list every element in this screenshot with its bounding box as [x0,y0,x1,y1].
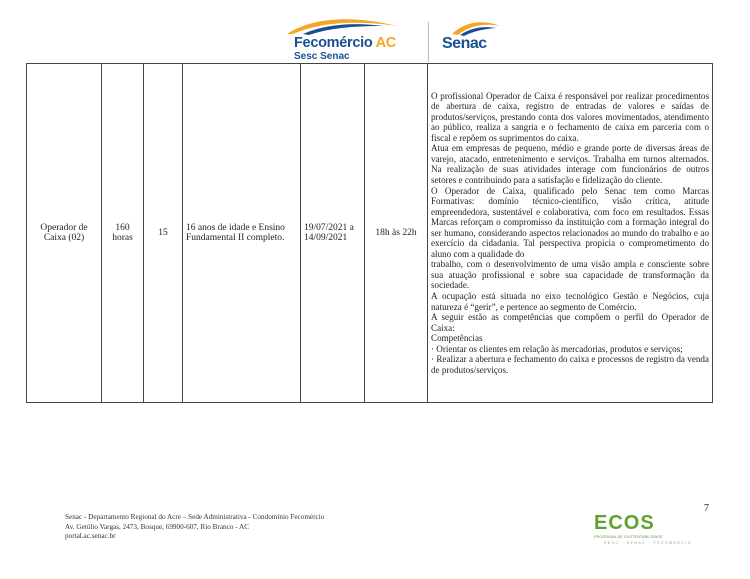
page-footer [65,513,324,542]
competency-item: · Orientar os clientes em relação às mercadorias, produtos e serviços; [431,343,683,354]
fecomercio-swoosh-icon [285,18,400,36]
description-paragraph: A seguir estão as competências que compõem o perfil do Operador de Caixa: [431,312,709,333]
senac-swoosh-icon [450,20,502,36]
course-description [428,64,713,403]
fecomercio-subtitle: Sesc Senac [294,51,350,62]
footer-address-line: Senac - Departamento Regional do Acre – Sede Administrativa - Condomínio Fecomércio [65,513,325,521]
course-table [26,63,713,403]
ecos-tagline: PROGRAMA DE SUSTENTABILIDADE [594,535,663,539]
ecos-logo [592,512,692,552]
table-row [27,64,713,403]
competency-item: · Realizar a abertura e fechamento do caixa e processos de registro da venda de produtos/serviços. [431,354,709,375]
page-header [0,18,750,64]
course-name: Operador de Caixa (02) [27,64,102,403]
description-paragraph: A ocupação está situada no eixo tecnológico Gestão e Negócios, cuja natureza é “gerir”, e pertence ao segmento de Comércio. [431,291,709,312]
fecomercio-logo [282,18,412,64]
course-schedule: 18h às 22h [365,64,428,403]
description-paragraph: O profissional Operador de Caixa é responsável por realizar procedimentos de abertura de caixa, registro de entradas de valores e saídas de produtos/serviços, prestando conta dos valores movimentados, atendimento ao público, realiza a sangria e o fechamento de caixa em parceria com o fiscal e repõem os suprimentos do caixa. [431,90,709,143]
ecos-subtitle: SESC · SENAC · FECOMÉRCIO [604,541,692,545]
description-paragraph: O Operador de Caixa, qualificado pelo Senac tem como Marcas Formativas: domínio técnico-científico, visão crítica, atitude empreendedora, sustentável e colaborativa, com foco em resultados. Essas Marcas reforçam o compromisso da instituição com a formação integral do ser humano, considerando aspectos relacionados ao mundo do trabalho e ao exercício da cidadania. Tal perspectiva propicia o comprometimento do aluno com a qualidade do [431,185,709,259]
course-hours: 160 horas [102,64,144,403]
page-number: 7 [704,503,709,514]
fecomercio-wordmark: Fecomércio AC [294,35,396,51]
footer-address-line: Av. Getúlio Vargas, 2473, Bosque, 69900-607, Rio Branco - AC [65,522,249,531]
footer-website: portal.ac.senac.br [65,532,116,540]
course-requirements: 16 anos de idade e Ensino Fundamental II completo. [183,64,301,403]
logo-divider [428,22,429,62]
description-paragraph: trabalho, com o desenvolvimento de uma visão ampla e consciente sobre sua atuação profissional e sobre sua capacidade de transformação da sociedade. [431,259,709,291]
senac-wordmark: Senac [442,35,487,52]
senac-logo [442,18,512,64]
ecos-wordmark: ECOS [594,512,655,534]
course-vagas: 15 [144,64,183,403]
course-period: 19/07/2021 a 14/09/2021 [301,64,365,403]
description-paragraph: Atua em empresas de pequeno, médio e grande porte de diversas áreas de varejo, atacado, entretenimento e serviços. Trabalha em turnos alternados. Na realização de suas atividades interage com funcionários de outros setores e contribuindo para a satisfação e fidelização do cliente. [431,143,709,185]
competencies-heading: Competências [431,333,483,344]
